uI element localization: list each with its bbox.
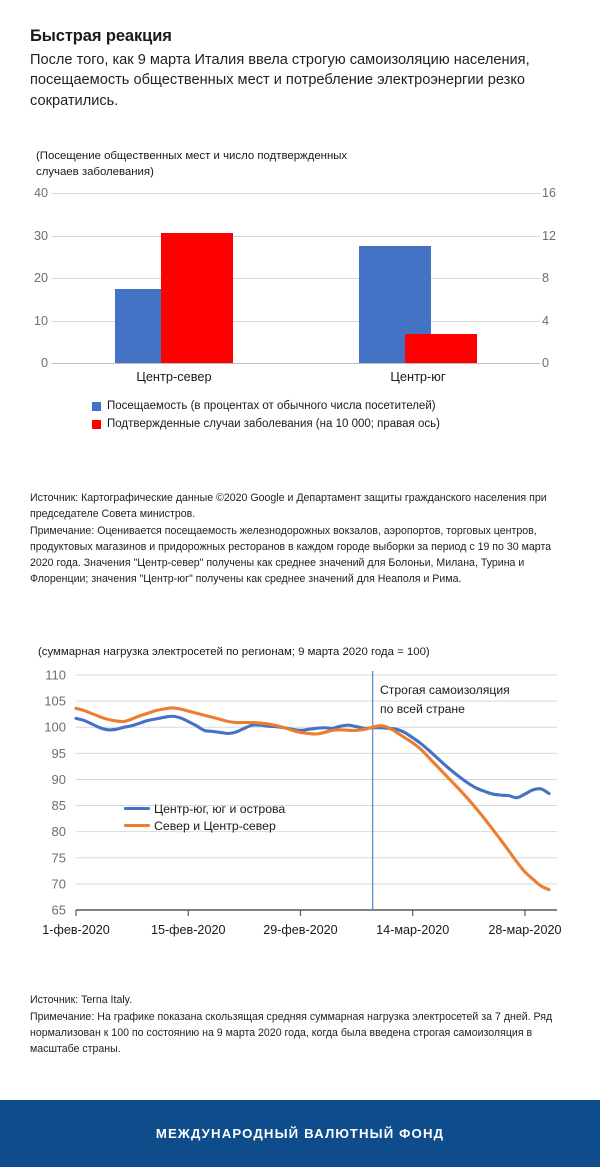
bar-chart	[0, 148, 600, 458]
y-axis-tick: 70	[51, 876, 66, 892]
x-axis-tick-label: 1-фев-2020	[42, 923, 110, 937]
y-axis-right-tick: 4	[542, 313, 550, 328]
y-axis-tick: 65	[51, 902, 66, 918]
legend-item	[0, 416, 600, 434]
y-axis-tick: 105	[44, 693, 66, 709]
bar-chart-legend	[0, 398, 600, 434]
bar	[161, 233, 233, 363]
y-axis-tick: 100	[44, 719, 66, 735]
y-axis-right-tick: 12	[542, 228, 557, 243]
y-axis-left-tick: 40	[33, 186, 48, 200]
y-axis-right-tick: 8	[542, 271, 550, 285]
notes-top-source: Источник: Картографические данные ©2020 Google и Департамент защиты гражданского населения при председателе Совета министров.	[30, 492, 547, 521]
notes-bottom-note: Примечание: На графике показана скользящая средняя суммарная нагрузка электросетей за 7 дней. Ряд нормализован к 100 по состоянию на 9 марта 2020 года, когда была введена строгая самоизоляция в масштабе страны.	[30, 1011, 553, 1056]
notes-bottom-source: Источник: Terna Italy.	[30, 994, 133, 1006]
legend-item	[124, 800, 285, 817]
bar-chart-category-labels	[52, 369, 540, 391]
bar	[405, 334, 477, 363]
line-series	[76, 716, 549, 797]
bar-chart-title: (Посещение общественных мест и число подтвержденных случаев заболевания)	[36, 150, 348, 179]
bar-chart-bars	[52, 193, 540, 363]
y-axis-right-tick: 0	[542, 356, 550, 370]
bar-chart-left-axis	[14, 186, 48, 370]
y-axis-left-tick: 10	[33, 313, 48, 328]
footer-title: МЕЖДУНАРОДНЫЙ ВАЛЮТНЫЙ ФОНД	[155, 1126, 445, 1141]
notes-bottom	[30, 992, 575, 1058]
legend-label: Посещаемость (в процентах от обычного числа посетителей)	[107, 400, 436, 412]
y-axis-left-tick: 0	[40, 356, 48, 370]
bar-category-label: Центр-юг	[390, 369, 446, 384]
y-axis-tick: 95	[51, 745, 66, 761]
x-axis-tick-label: 14-мар-2020	[376, 923, 450, 937]
bar-chart-right-axis	[542, 186, 576, 370]
line-chart-legend	[124, 800, 285, 834]
header	[30, 26, 570, 112]
y-axis-tick: 85	[51, 798, 66, 814]
x-axis-tick-label: 15-фев-2020	[150, 923, 226, 937]
y-axis-tick: 90	[51, 771, 66, 787]
notes-top-note: Примечание: Оценивается посещаемость железнодорожных вокзалов, аэропортов, торговых центров, продуктовых магазинов и придорожных ресторанов в каждом городе выборки за период с 19 по 30 марта 2020 года. Значения "Центр-север" получены как среднее значений для Болоньи, Милана, Турина и Флоренции; значения "Центр-юг" получены как среднее значений для Неаполя и Рима.	[30, 525, 552, 586]
y-axis-tick: 110	[45, 667, 66, 683]
legend-item	[124, 817, 285, 834]
y-axis-left-tick: 30	[33, 228, 48, 243]
gridline	[52, 363, 540, 364]
legend-swatch-icon	[92, 420, 101, 429]
line-chart-plot	[0, 667, 600, 947]
footer-bar	[0, 1100, 600, 1167]
notes-top	[30, 490, 575, 589]
line-chart	[0, 645, 600, 945]
legend-line-icon	[124, 807, 150, 810]
legend-label: Центр-юг, юг и острова	[154, 801, 286, 816]
legend-line-icon	[124, 824, 150, 827]
y-axis-tick: 80	[51, 824, 66, 840]
y-axis-tick: 75	[51, 850, 66, 866]
legend-label: Север и Центр-север	[154, 818, 276, 833]
page-title: Быстрая реакция	[30, 27, 172, 45]
x-axis-tick-label: 28-мар-2020	[488, 923, 562, 937]
legend-item	[0, 398, 600, 416]
y-axis-left-tick: 20	[33, 271, 48, 285]
legend-label: Подтвержденные случаи заболевания (на 10 000; правая ось)	[107, 417, 440, 430]
line-chart-title: (суммарная нагрузка электросетей по регионам; 9 марта 2020 года = 100)	[38, 646, 430, 658]
bar-category-label: Центр-север	[136, 369, 212, 384]
x-axis-tick-label: 29-фев-2020	[263, 923, 338, 937]
y-axis-right-tick: 16	[542, 186, 557, 200]
bar-chart-plot	[0, 186, 600, 384]
page-subtitle: После того, как 9 марта Италия ввела строгую самоизоляцию населения, посещаемость общественных мест и потребление электроэнергии резко сократились.	[30, 51, 530, 110]
legend-swatch-icon	[92, 402, 101, 411]
line-series	[76, 708, 549, 890]
line-chart-annotation: Строгая самоизоляция по всей стране	[380, 683, 510, 717]
